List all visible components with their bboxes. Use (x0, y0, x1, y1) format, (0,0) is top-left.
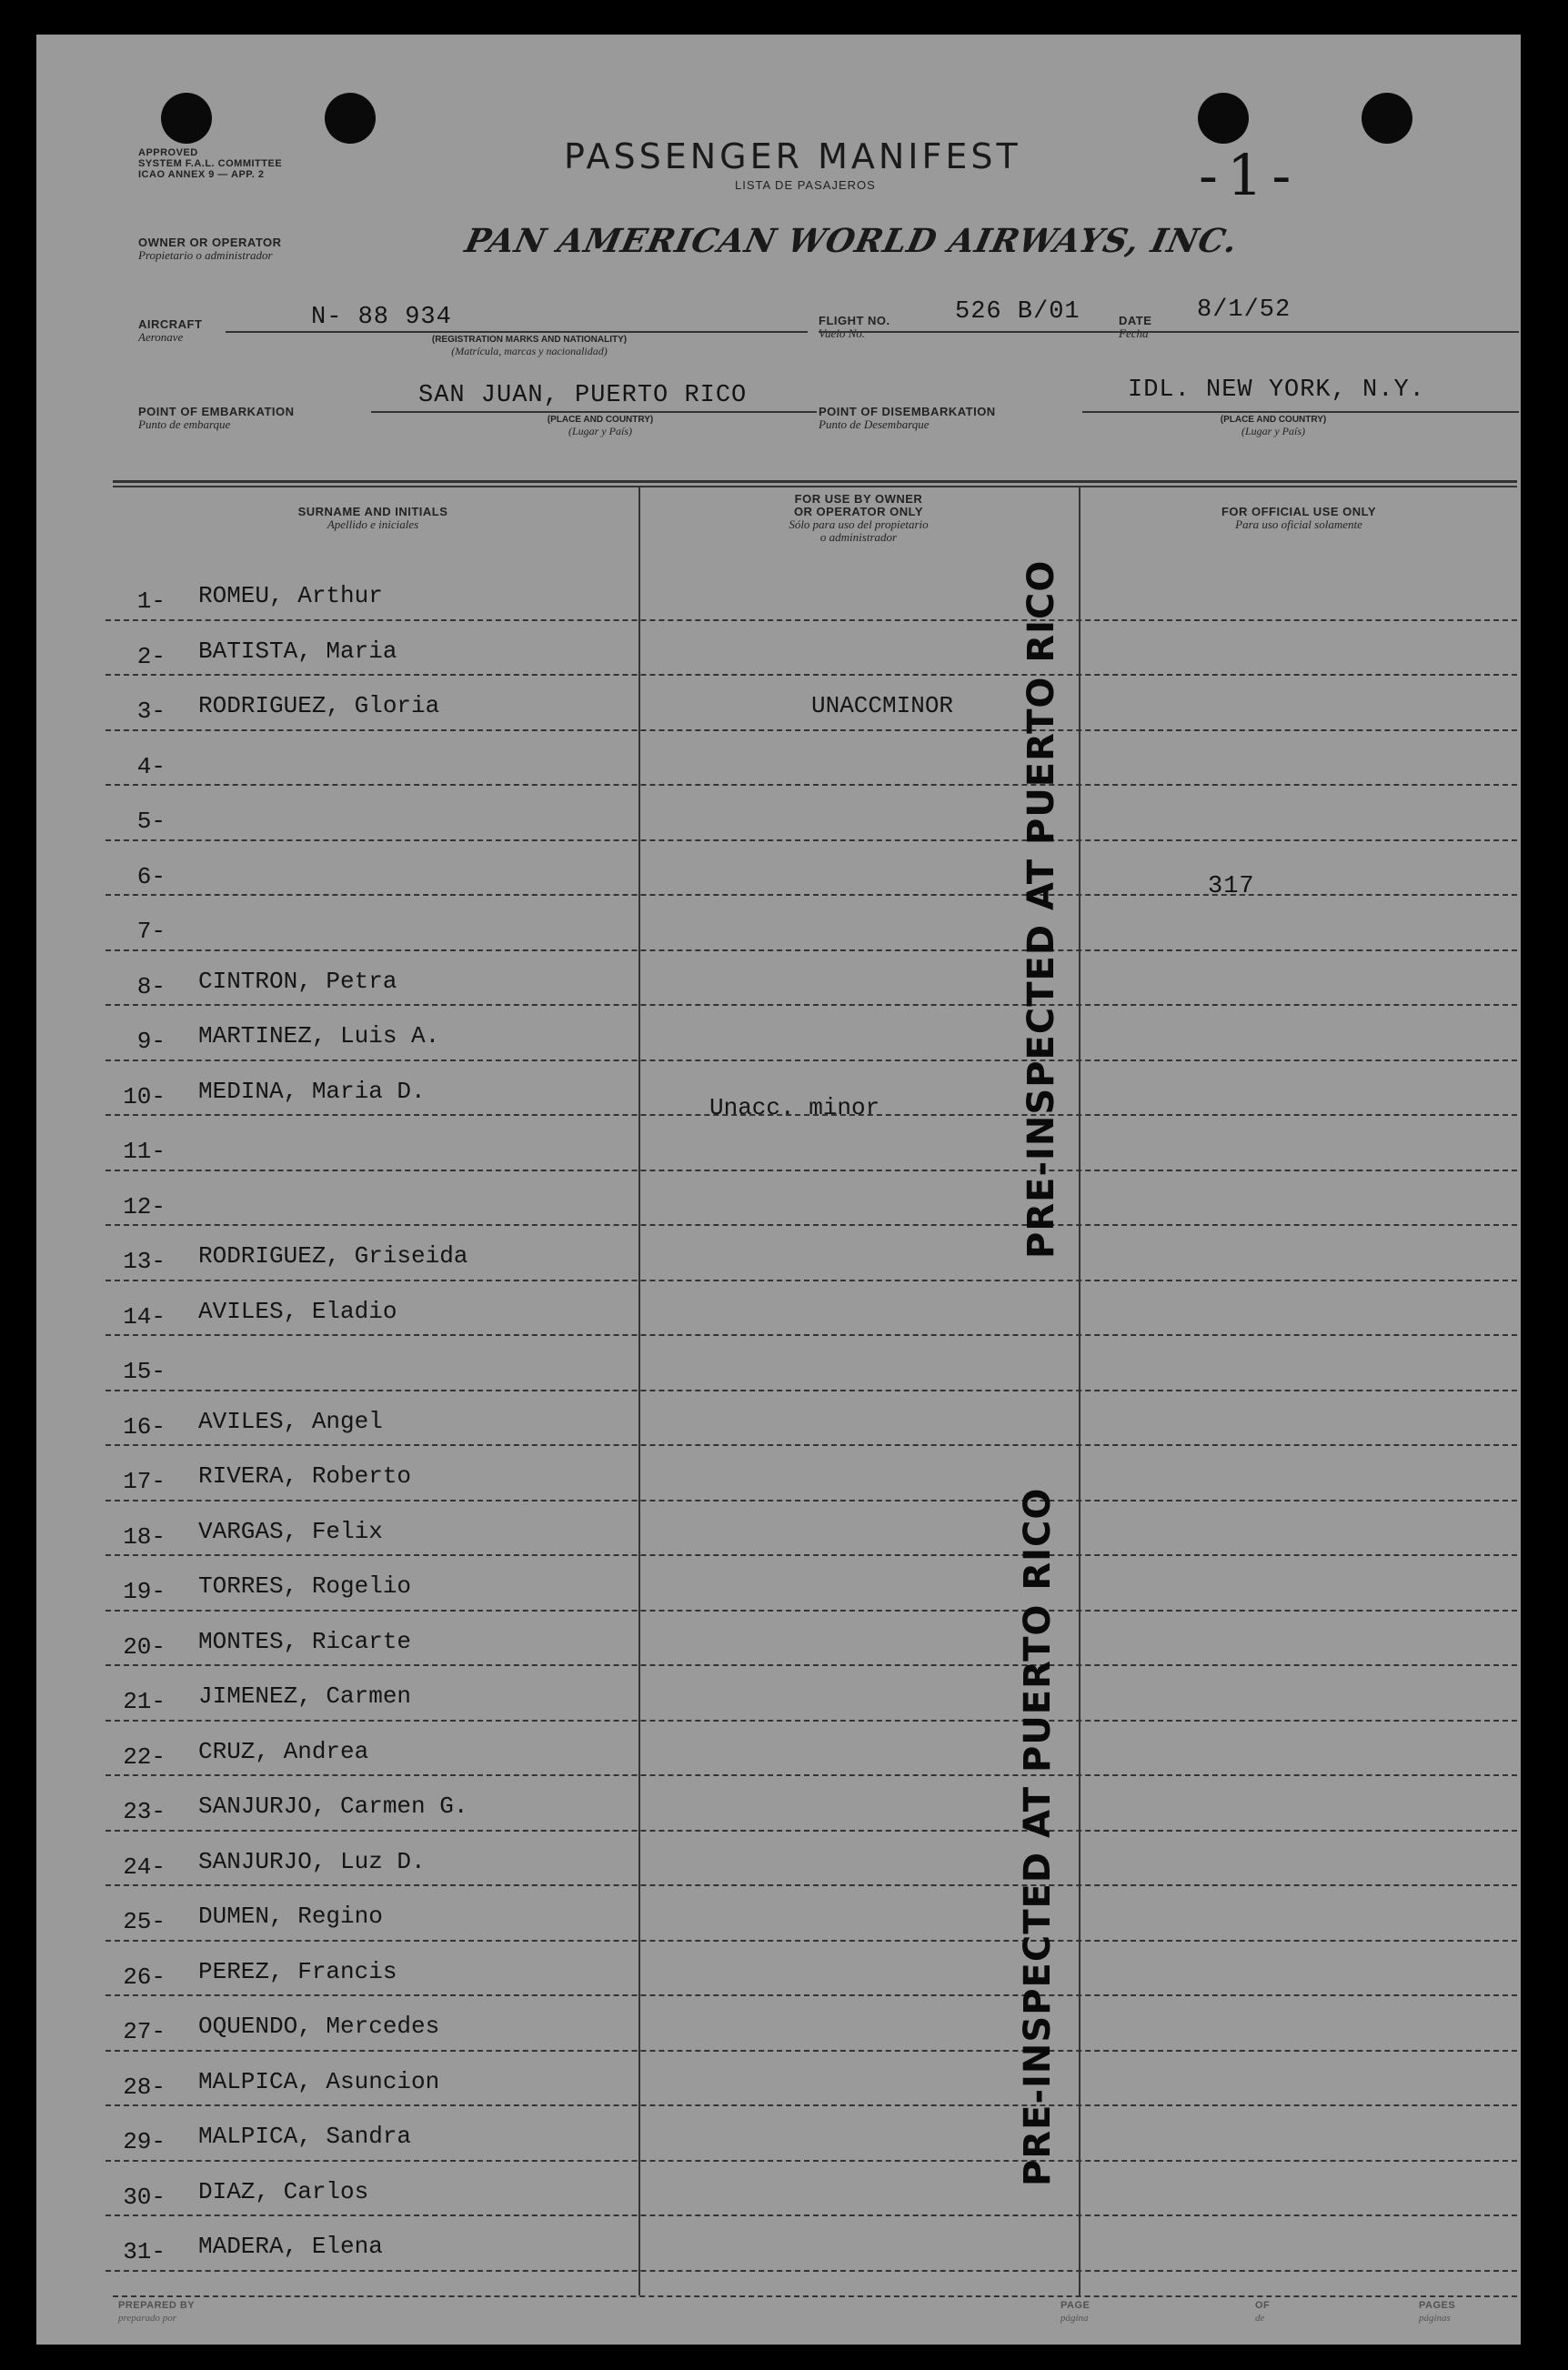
passenger-name: JIMENEZ, Carmen (198, 1682, 412, 1710)
row-rule (106, 729, 1517, 731)
row-rule (106, 894, 1517, 896)
operator-note: UNACCMINOR (811, 692, 954, 719)
passenger-name: PEREZ, Francis (198, 1957, 397, 1985)
manifest-title-es: LISTA DE PASAJEROS (735, 178, 876, 192)
passenger-name: RIVERA, Roberto (198, 1462, 412, 1490)
row-number: 15- (123, 1358, 166, 1385)
row-number: 28- (123, 2073, 166, 2101)
embark-underline (371, 411, 817, 413)
row-rule (106, 1059, 1517, 1061)
of-field-label-es: de (1255, 2313, 1265, 2324)
passenger-name: TORRES, Rogelio (198, 1572, 412, 1600)
passenger-name: MARTINEZ, Luis A. (198, 1022, 440, 1049)
row-number: 2- (136, 642, 166, 670)
row-rule (106, 619, 1517, 621)
row-number: 17- (123, 1468, 166, 1495)
row-number: 4- (136, 752, 166, 780)
disembark-place-caption (1182, 415, 1364, 437)
pages-field-label: PAGES (1419, 2300, 1456, 2311)
row-rule (106, 2270, 1517, 2272)
surname-header-label-es: Apellido e iniciales (327, 517, 419, 531)
punch-hole (1198, 93, 1249, 144)
flight-label: FLIGHT NO. (819, 314, 890, 327)
table-top-rule-2 (113, 486, 1517, 487)
surname-header (146, 506, 600, 531)
approved-text: APPROVED (138, 147, 198, 158)
registration-caption (375, 335, 684, 357)
passenger-name: ROMEU, Arthur (198, 582, 383, 609)
embark-place-label: (PLACE AND COUNTRY) (547, 415, 654, 425)
passenger-name: RODRIGUEZ, Gloria (198, 692, 440, 719)
prepared-by-block (118, 2299, 195, 2325)
registration-label-es: (Matrícula, marcas y nacionalidad) (451, 345, 608, 357)
row-rule (106, 1280, 1517, 1281)
row-rule (106, 1720, 1517, 1722)
pages-field-label-es: páginas (1419, 2313, 1451, 2324)
row-rule (106, 1830, 1517, 1832)
disembark-underline (1082, 411, 1519, 413)
official-column-header (1081, 506, 1517, 531)
of-field-block (1255, 2299, 1270, 2325)
page-field-label-es: página (1060, 2313, 1089, 2324)
row-rule (106, 1334, 1517, 1336)
pages-field-block (1419, 2299, 1455, 2325)
committee-text: SYSTEM F.A.L. COMMITTEE (138, 158, 283, 169)
date-label-es: Fecha (1119, 326, 1149, 340)
aircraft-label-block (138, 318, 202, 344)
row-rule (106, 1664, 1517, 1666)
row-rule (106, 1444, 1517, 1446)
flight-underline (819, 331, 1519, 333)
of-field-label: OF (1255, 2300, 1271, 2311)
owner-column-label-es-2: o administrador (819, 530, 898, 544)
preinspection-stamp: PRE-INSPECTED AT PUERTO RICO (1017, 1487, 1059, 2186)
row-rule (106, 1224, 1517, 1226)
row-number: 24- (123, 1853, 166, 1881)
owner-label-block (138, 236, 282, 262)
row-number: 9- (136, 1028, 166, 1055)
owner-label-es: Propietario o administrador (138, 248, 273, 262)
row-number: 23- (123, 1798, 166, 1825)
row-number: 25- (123, 1908, 166, 1935)
date-label: DATE (1119, 314, 1152, 327)
operator-name: PAN AMERICAN WORLD AIRWAYS, INC. (461, 222, 1242, 260)
row-number: 14- (123, 1302, 166, 1331)
row-number: 27- (123, 2018, 166, 2045)
row-rule (106, 839, 1517, 841)
passenger-name: MONTES, Ricarte (198, 1627, 412, 1655)
owner-column-label-2: OR OPERATOR ONLY (793, 505, 924, 518)
row-number: 6- (136, 862, 166, 890)
manifest-sheet (36, 35, 1521, 2345)
approval-block (138, 147, 282, 180)
row-rule (106, 1610, 1517, 1612)
official-column-label: FOR OFFICIAL USE ONLY (1221, 505, 1377, 518)
registration-label: (REGISTRATION MARKS AND NATIONALITY) (431, 335, 628, 345)
disembark-place-label-es: (Lugar y País) (1241, 425, 1305, 437)
date-label-block (1119, 315, 1151, 340)
prepared-by-label-es: preparado por (118, 2313, 177, 2324)
preinspection-stamp: PRE-INSPECTED AT PUERTO RICO (1020, 559, 1062, 1259)
passenger-name: MALPICA, Sandra (198, 2123, 412, 2150)
surname-header-label: SURNAME AND INITIALS (297, 505, 448, 518)
passenger-name: MALPICA, Asuncion (198, 2067, 440, 2095)
owner-label: OWNER OR OPERATOR (138, 236, 282, 249)
row-number: 12- (123, 1192, 166, 1220)
passenger-name: BATISTA, Maria (198, 637, 397, 665)
passenger-name: CRUZ, Andrea (198, 1737, 369, 1765)
embark-label-block (138, 406, 295, 431)
row-number: 31- (123, 2238, 166, 2265)
row-rule (106, 2050, 1517, 2052)
row-number: 19- (123, 1578, 166, 1605)
passenger-name: SANJURJO, Carmen G. (198, 1793, 468, 1820)
passenger-name: AVILES, Eladio (198, 1297, 397, 1325)
row-number: 7- (136, 918, 166, 945)
passenger-name: RODRIGUEZ, Griseida (198, 1242, 468, 1270)
row-rule (106, 1500, 1517, 1501)
row-number: 11- (123, 1138, 166, 1165)
official-note: 317 (1208, 873, 1255, 900)
page-field-label: PAGE (1060, 2300, 1091, 2311)
row-rule (106, 1774, 1517, 1776)
passenger-name: MEDINA, Maria D. (198, 1077, 426, 1105)
flight-label-block (819, 315, 890, 340)
embark-label-es: Punto de embarque (138, 417, 231, 431)
row-number: 13- (123, 1248, 166, 1275)
owner-column-label-1: FOR USE BY OWNER (794, 492, 923, 506)
disembark-label: POINT OF DISEMBARKATION (819, 405, 996, 418)
row-rule (106, 1004, 1517, 1006)
passenger-name: CINTRON, Petra (198, 967, 397, 995)
row-rule (106, 674, 1517, 676)
row-number: 16- (123, 1412, 166, 1441)
row-rule (106, 2104, 1517, 2106)
passenger-name: AVILES, Angel (198, 1407, 383, 1435)
owner-column-label-es-1: Sólo para uso del propietario (789, 517, 929, 531)
punch-hole (1362, 93, 1412, 144)
row-rule (106, 1554, 1517, 1556)
manifest-title: PASSENGER MANIFEST (564, 136, 1021, 176)
row-rule (106, 2160, 1517, 2162)
row-number: 3- (136, 698, 166, 725)
row-number: 30- (123, 2183, 166, 2211)
date-value: 8/1/52 (1197, 296, 1292, 324)
row-number: 10- (123, 1082, 166, 1110)
row-rule (106, 1940, 1517, 1942)
passenger-name: OQUENDO, Mercedes (198, 2013, 440, 2040)
punch-hole (325, 93, 376, 144)
passenger-name: MADERA, Elena (198, 2233, 383, 2260)
footer-rule (113, 2295, 1517, 2297)
official-column-label-es: Para uso oficial solamente (1235, 517, 1362, 531)
aircraft-label: AIRCRAFT (138, 317, 203, 331)
row-number: 8- (136, 972, 166, 1000)
passenger-name: VARGAS, Felix (198, 1517, 383, 1545)
row-number: 21- (123, 1688, 166, 1715)
table-top-rule (113, 480, 1517, 483)
disembark-label-block (819, 406, 996, 431)
operator-note: Unacc. minor (709, 1093, 880, 1121)
row-rule (106, 949, 1517, 951)
row-rule (106, 1390, 1517, 1391)
punch-hole (161, 93, 212, 144)
disembark-label-es: Punto de Desembarque (819, 417, 930, 431)
row-rule (106, 1170, 1517, 1171)
owner-column-header (640, 493, 1077, 544)
annex-text: ICAO ANNEX 9 — APP. 2 (138, 169, 265, 180)
prepared-by-label: PREPARED BY (118, 2300, 196, 2311)
passenger-name: DUMEN, Regino (198, 1903, 383, 1930)
row-number: 20- (123, 1632, 166, 1661)
row-number: 5- (136, 808, 166, 835)
row-number: 22- (123, 1742, 166, 1771)
row-rule (106, 2214, 1517, 2216)
row-number: 26- (123, 1963, 166, 1991)
passenger-name: DIAZ, Carlos (198, 2177, 369, 2205)
row-rule (106, 1884, 1517, 1886)
aircraft-label-es: Aeronave (138, 330, 184, 344)
flight-label-es: Vuelo No. (819, 326, 866, 340)
row-rule (106, 1994, 1517, 1996)
embark-place-label-es: (Lugar y País) (568, 425, 632, 437)
embark-value: SAN JUAN, PUERTO RICO (418, 382, 748, 409)
row-number: 1- (136, 587, 166, 615)
embark-place-caption (509, 415, 691, 437)
disembark-value: IDL. NEW YORK, N.Y. (1128, 377, 1425, 404)
passenger-name: SANJURJO, Luz D. (198, 1847, 426, 1875)
aircraft-value: N- 88 934 (311, 304, 452, 331)
flight-value: 526 B/01 (955, 298, 1081, 326)
row-number: 18- (123, 1522, 166, 1551)
disembark-place-label: (PLACE AND COUNTRY) (1220, 415, 1327, 425)
page-mark: -1- (1199, 142, 1301, 208)
aircraft-underline (226, 331, 808, 333)
row-rule (106, 784, 1517, 786)
row-number: 29- (123, 2128, 166, 2155)
embark-label: POINT OF EMBARKATION (138, 405, 295, 418)
page-field-block (1060, 2299, 1090, 2325)
